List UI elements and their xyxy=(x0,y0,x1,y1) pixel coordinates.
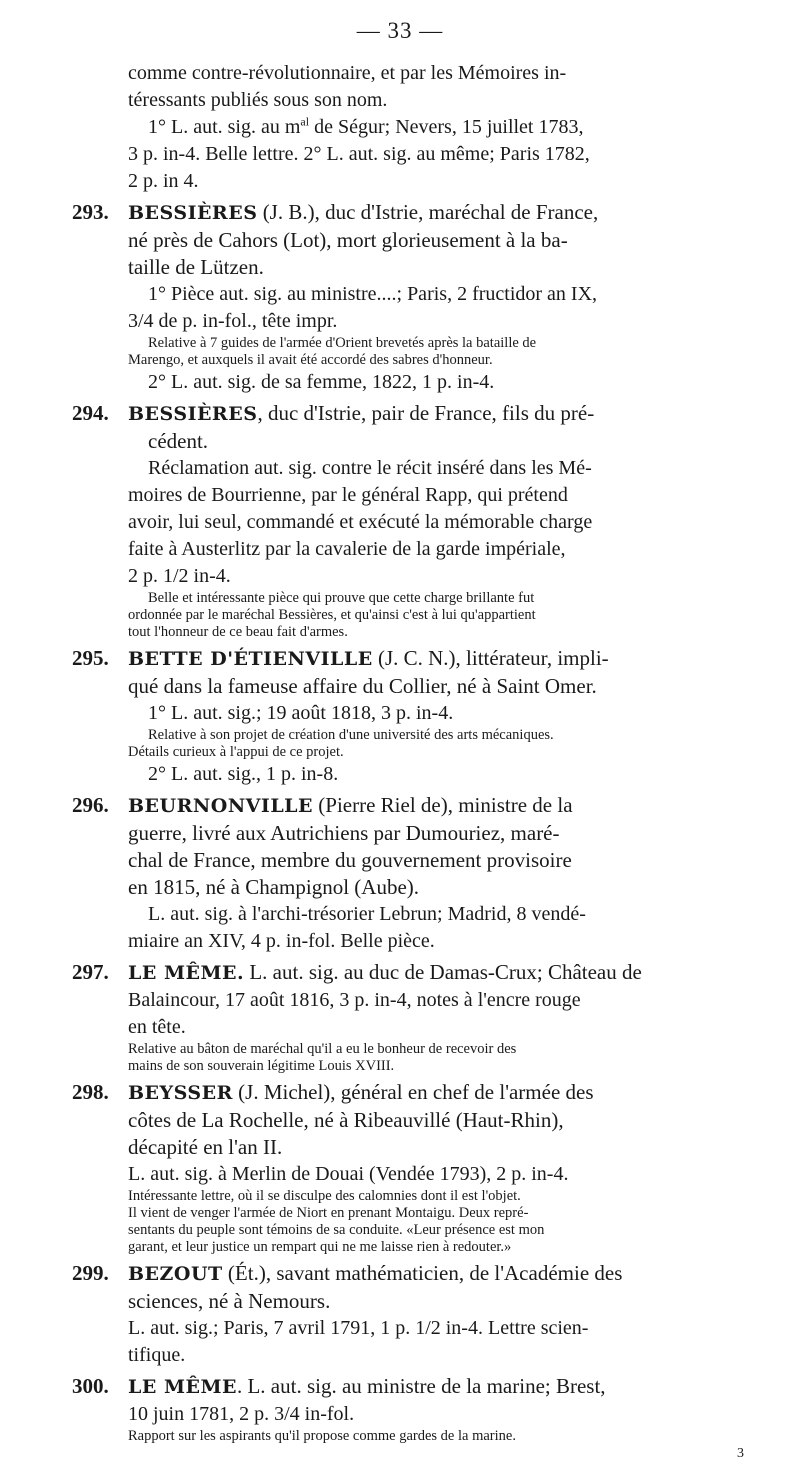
catalog-entry-297 xyxy=(0,959,800,1075)
entry-body-line: Réclamation aut. sig. contre le récit inséré dans les Mé- xyxy=(148,457,592,479)
entry-heading: BESSIÈRES, duc d'Istrie, pair de France, fils du pré- xyxy=(128,401,595,425)
entry-heading-line: né près de Cahors (Lot), mort glorieusement à la ba- xyxy=(128,228,568,252)
entry-heading: BETTE D'ÉTIENVILLE (J. C. N.), littérateur, impli- xyxy=(128,646,609,670)
entry-body-line: 2 p. 1/2 in-4. xyxy=(128,565,231,587)
entry-body-line: 3/4 de p. in-fol., tête impr. xyxy=(128,310,338,332)
entry-body-line: Balaincour, 17 août 1816, 3 p. in-4, notes à l'encre rouge xyxy=(128,989,581,1011)
catalog-content xyxy=(0,60,800,1462)
catalog-entry-294 xyxy=(0,400,800,641)
entry-heading-line: cédent. xyxy=(148,429,209,453)
entry-body-line: moires de Bourrienne, par le général Rapp, qui prétend xyxy=(128,484,568,506)
entry-heading: BEURNONVILLE (Pierre Riel de), ministre de la xyxy=(128,793,573,817)
entry-note-line: Relative à 7 guides de l'armée d'Orient brevetés après la bataille de xyxy=(148,335,537,351)
entry-heading-line: qué dans la fameuse affaire du Collier, né à Saint Omer. xyxy=(128,674,597,698)
entry-body-line: faite à Austerlitz par la cavalerie de la garde impériale, xyxy=(128,538,566,560)
entry-note-line: Intéressante lettre, où il se disculpe des calomnies dont il est l'objet. xyxy=(128,1188,521,1204)
entry-note-line: sentants du peuple sont témoins de sa conduite. «Leur présence est mon xyxy=(128,1222,545,1238)
catalog-entry-299 xyxy=(0,1260,800,1369)
entry-heading: BEZOUT (Ét.), savant mathématicien, de l'Académie des xyxy=(128,1261,623,1285)
entry-number: 293. xyxy=(72,200,109,224)
entry-note-line: Rapport sur les aspirants qu'il propose comme gardes de la marine. xyxy=(128,1428,516,1444)
entry-number: 299. xyxy=(72,1261,109,1285)
entry-body-line: 10 juin 1781, 2 p. 3/4 in-fol. xyxy=(128,1403,355,1425)
catalog-entry-298 xyxy=(0,1079,800,1256)
entry-number: 298. xyxy=(72,1080,109,1104)
entry-note-line: Il vient de venger l'armée de Niort en prenant Montaigu. Deux repré- xyxy=(128,1205,529,1221)
entry-number: 294. xyxy=(72,401,109,425)
entry-heading: BESSIÈRES (J. B.), duc d'Istrie, maréchal de France, xyxy=(128,200,599,224)
entry-heading-line: taille de Lützen. xyxy=(128,255,264,279)
entry-heading-line: côtes de La Rochelle, né à Ribeauvillé (Haut-Rhin), xyxy=(128,1108,564,1132)
page-number-header: — 33 — xyxy=(356,18,444,43)
text-line: téressants publiés sous son nom. xyxy=(128,89,388,111)
entry-body-line: L. aut. sig. à l'archi-trésorier Lebrun; Madrid, 8 vendé- xyxy=(148,903,586,925)
entry-name: LE MÊME. xyxy=(128,962,245,984)
entry-note-line: Belle et intéressante pièce qui prouve que cette charge brillante fut xyxy=(148,590,535,606)
entry-number: 297. xyxy=(72,960,109,984)
entry-heading-line: guerre, livré aux Autrichiens par Dumouriez, maré- xyxy=(128,821,560,845)
entry-note-line: garant, et leur justice un rempart qui ne me laisse rien à redouter.» xyxy=(128,1239,512,1255)
entry-note-line: Relative au bâton de maréchal qu'il a eu le bonheur de recevoir des xyxy=(128,1041,517,1057)
entry-heading: BEYSSER (J. Michel), général en chef de l'armée des xyxy=(128,1080,594,1104)
entry-heading: LE MÊME. L. aut. sig. au ministre de la marine; Brest, xyxy=(128,1374,606,1398)
entry-note-line: mains de son souverain légitime Louis XVIII. xyxy=(128,1058,395,1074)
entry-number: 300. xyxy=(72,1374,109,1398)
entry-note-line: Relative à son projet de création d'une université des arts mécaniques. xyxy=(148,727,554,743)
entry-number: 295. xyxy=(72,646,109,670)
text-line: comme contre-révolutionnaire, et par les Mémoires in- xyxy=(128,62,567,84)
catalog-entry-293 xyxy=(0,199,800,396)
entry-body-line: en tête. xyxy=(128,1016,186,1038)
entry-body-line: L. aut. sig. à Merlin de Douai (Vendée 1793), 2 p. in-4. xyxy=(128,1163,569,1185)
entry-body-line: miaire an XIV, 4 p. in-fol. Belle pièce. xyxy=(128,930,435,952)
entry-name: BEZOUT xyxy=(128,1263,223,1285)
entry-note-line: ordonnée par le maréchal Bessières, et qu'ainsi c'est à lui qu'appartient xyxy=(128,607,536,623)
catalog-entry-295 xyxy=(0,645,800,788)
entry-body-line: 1° Pièce aut. sig. au ministre....; Paris, 2 fructidor an IX, xyxy=(148,283,598,305)
entry-note-line: tout l'honneur de ce beau fait d'armes. xyxy=(128,624,348,640)
entry-body-line: L. aut. sig.; Paris, 7 avril 1791, 1 p. 1/2 in-4. Lettre scien- xyxy=(128,1317,589,1339)
entry-body-line: avoir, lui seul, commandé et exécuté la mémorable charge xyxy=(128,511,593,533)
entry-heading-line: décapité en l'an II. xyxy=(128,1135,283,1159)
entry-number: 296. xyxy=(72,793,109,817)
entry-body-line: 2° L. aut. sig. de sa femme, 1822, 1 p. in-4. xyxy=(148,371,495,393)
entry-name: BESSIÈRES xyxy=(128,403,258,425)
catalog-entry-300 xyxy=(0,1373,800,1445)
entry-body-line: 2° L. aut. sig., 1 p. in-8. xyxy=(148,763,339,785)
entry-name: LE MÊME xyxy=(128,1376,237,1398)
signature-mark: 3 xyxy=(737,1446,744,1461)
entry-body-line: tifique. xyxy=(128,1344,186,1366)
entry-heading-line: en 1815, né à Champignol (Aube). xyxy=(128,875,420,899)
entry-note-line: Marengo, et auxquels il avait été accordé des sabres d'honneur. xyxy=(128,352,493,368)
entry-name: BESSIÈRES xyxy=(128,202,258,224)
entry-name: BETTE D'ÉTIENVILLE xyxy=(128,648,373,670)
entry-heading-line: sciences, né à Nemours. xyxy=(128,1289,331,1313)
entry-note-line: Détails curieux à l'appui de ce projet. xyxy=(128,744,344,760)
entry-name: BEURNONVILLE xyxy=(128,795,314,817)
text-line: 2 p. in 4. xyxy=(128,170,199,192)
entry-body-line: 1° L. aut. sig.; 19 août 1818, 3 p. in-4. xyxy=(148,702,454,724)
entry-heading-line: chal de France, membre du gouvernement provisoire xyxy=(128,848,572,872)
text-line: 3 p. in-4. Belle lettre. 2° L. aut. sig. au même; Paris 1782, xyxy=(128,143,590,165)
text-line: 1° L. aut. sig. au $m^{al}$ de Ségur; Nevers, 15 juillet 1783, xyxy=(148,114,584,138)
entry-name: BEYSSER xyxy=(128,1082,233,1104)
catalog-entry-296 xyxy=(0,792,800,955)
intro-continuation xyxy=(0,60,800,195)
entry-heading: LE MÊME. L. aut. sig. au duc de Damas-Crux; Château de xyxy=(128,960,642,984)
